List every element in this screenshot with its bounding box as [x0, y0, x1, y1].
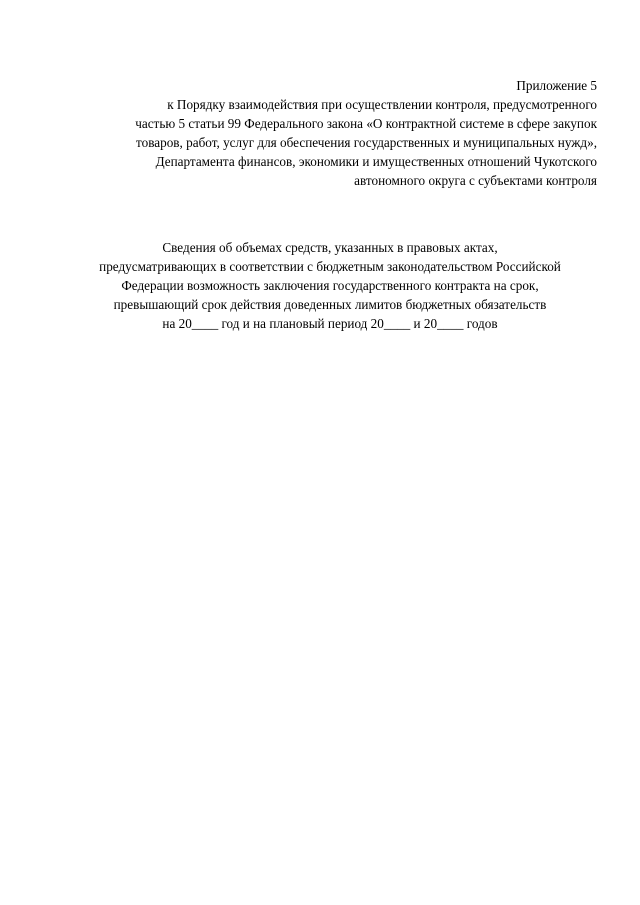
appendix-reference-line: частью 5 статьи 99 Федерального закона «О контрактной системе в сфере закупок	[135, 116, 597, 131]
appendix-header	[37, 76, 597, 190]
appendix-reference-line: к Порядку взаимодействия при осуществлении контроля, предусмотренного	[167, 97, 597, 112]
title-line: Сведения об объемах средств, указанных в правовых актах,	[162, 240, 498, 255]
appendix-reference-line: товаров, работ, услуг для обеспечения государственных и муниципальных нужд»,	[136, 135, 597, 150]
document-title	[40, 238, 620, 333]
title-line: предусматривающих в соответствии с бюджетным законодательством Российской	[99, 259, 561, 274]
appendix-reference-line: Департамента финансов, экономики и имущественных отношений Чукотского	[155, 154, 597, 169]
title-line: превышающий срок действия доведенных лимитов бюджетных обязательств	[113, 297, 547, 312]
title-line: Федерации возможность заключения государственного контракта на срок,	[121, 278, 539, 293]
appendix-reference-line: автономного округа с субъектами контроля	[354, 173, 597, 188]
appendix-number: Приложение 5	[516, 78, 597, 93]
title-period-line: на 20____ год и на плановый период 20____ и 20____ годов	[162, 316, 498, 331]
